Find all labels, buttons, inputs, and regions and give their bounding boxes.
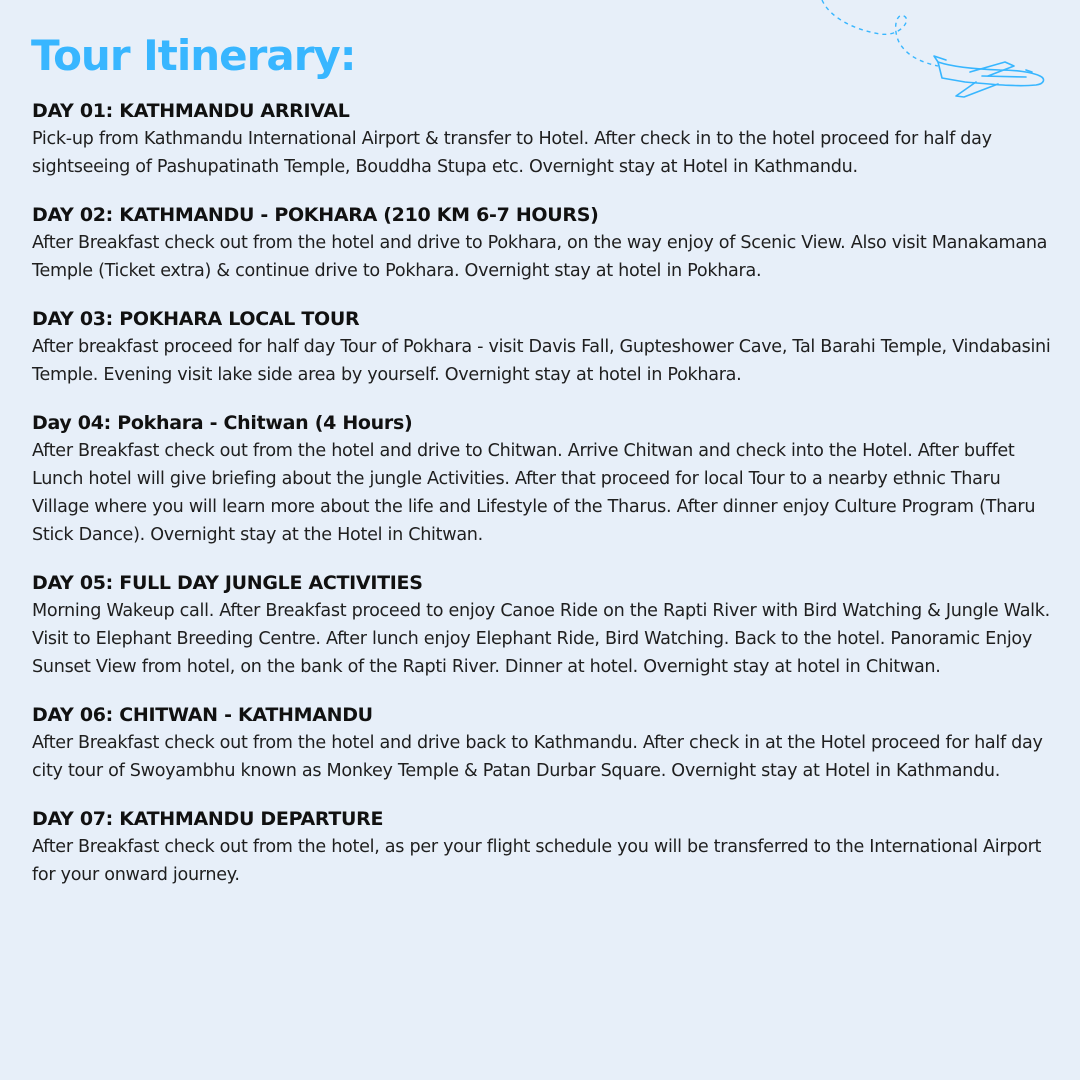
day-title: Day 04: Pokhara - Chitwan (4 Hours) [32, 412, 413, 434]
day-title: DAY 05: FULL DAY JUNGLE ACTIVITIES [32, 572, 423, 594]
itinerary-list [32, 97, 1062, 909]
day-title: DAY 03: POKHARA LOCAL TOUR [32, 308, 360, 330]
page-title: Tour Itinerary: [31, 31, 356, 80]
day-description: After Breakfast check out from the hotel, as per your flight schedule you will be transferred to the International Airport for your onward journey. [32, 837, 1042, 885]
day-entry [32, 409, 1062, 549]
day-entry [32, 805, 1062, 889]
day-entry [32, 701, 1062, 785]
day-description: After Breakfast check out from the hotel and drive back to Kathmandu. After check in at the Hotel proceed for half day city tour of Swoyambhu known as Monkey Temple & Patan Durbar Square. Overnight stay at Hotel in Kathmandu. [32, 733, 1043, 781]
day-entry [32, 569, 1062, 681]
day-description: Pick-up from Kathmandu International Airport & transfer to Hotel. After check in to the hotel proceed for half day sightseeing of Pashupatinath Temple, Bouddha Stupa etc. Overnight stay at Hotel in Kathmandu. [32, 129, 992, 177]
day-description: After Breakfast check out from the hotel and drive to Pokhara, on the way enjoy of Scenic View. Also visit Manakamana Temple (Ticket extra) & continue drive to Pokhara. Overnight stay at hotel in Pokhara. [32, 233, 1048, 281]
day-description: After breakfast proceed for half day Tour of Pokhara - visit Davis Fall, Gupteshower Cave, Tal Barahi Temple, Vindabasini Temple. Evening visit lake side area by yourself. Overnight stay at hotel in Pokhara. [32, 337, 1051, 385]
day-title: DAY 07: KATHMANDU DEPARTURE [32, 808, 384, 830]
day-title: DAY 01: KATHMANDU ARRIVAL [32, 100, 350, 122]
day-title: DAY 02: KATHMANDU - POKHARA (210 KM 6-7 HOURS) [32, 204, 599, 226]
day-description: After Breakfast check out from the hotel and drive to Chitwan. Arrive Chitwan and check into the Hotel. After buffet Lunch hotel will give briefing about the jungle Activities. After that proceed for local Tour to a nearby ethnic Tharu Village where you will learn more about the life and Lifestyle of the Tharus. After dinner enjoy Culture Program (Tharu Stick Dance). Overnight stay at the Hotel in Chitwan. [32, 441, 1036, 545]
day-entry [32, 201, 1062, 285]
flight-path [822, 0, 938, 66]
airplane-icon [800, 0, 1060, 110]
day-title: DAY 06: CHITWAN - KATHMANDU [32, 704, 373, 726]
day-entry [32, 97, 1062, 181]
airplane-outline [934, 56, 1043, 97]
day-description: Morning Wakeup call. After Breakfast proceed to enjoy Canoe Ride on the Rapti River with Bird Watching & Jungle Walk. Visit to Elephant Breeding Centre. After lunch enjoy Elephant Ride, Bird Watching. Back to the hotel. Panoramic Enjoy Sunset View from hotel, on the bank of the Rapti River. Dinner at hotel. Overnight stay at hotel in Chitwan. [32, 601, 1050, 677]
day-entry [32, 305, 1062, 389]
